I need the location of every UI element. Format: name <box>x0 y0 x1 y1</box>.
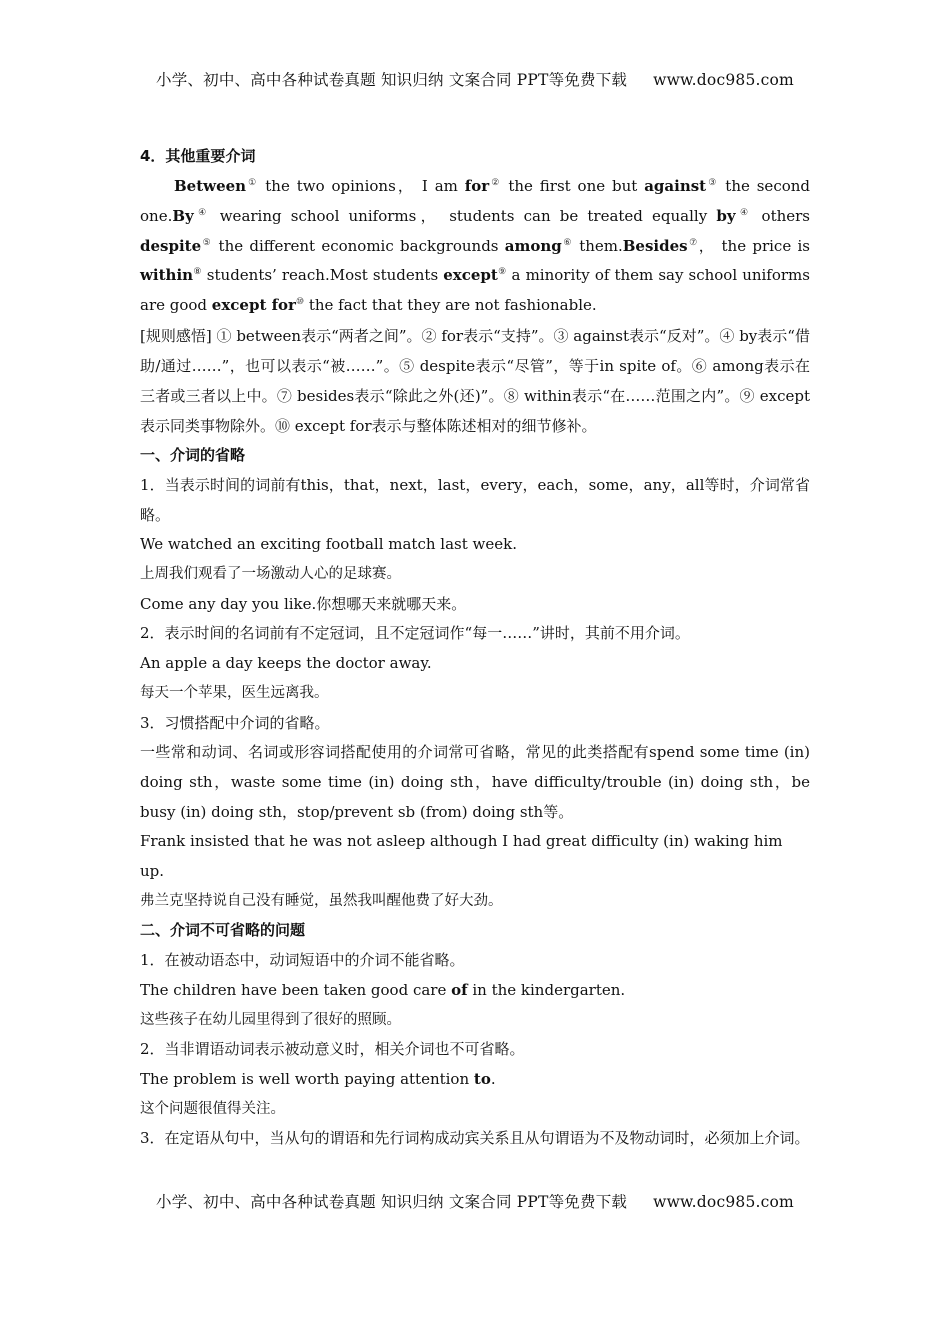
kw-against: against <box>644 176 707 195</box>
b3-rule: 3．在定语从句中，当从句的谓语和先行词构成动宾关系且从句谓语为不及物动词时，必须加上介词。 <box>140 1129 810 1148</box>
kw-for: for <box>464 176 490 195</box>
a1-example-en: We watched an exciting football match last week. <box>140 535 517 554</box>
b1-rule: 1．在被动语态中，动词短语中的介词不能省略。 <box>140 951 465 970</box>
b1-example-en: The children have been taken good care of in the kindergarten. <box>140 980 626 999</box>
header-site: www.doc985.com <box>653 71 794 89</box>
marker: ⑦ <box>687 237 699 248</box>
kw-among: among <box>504 236 562 255</box>
kw-between: Between <box>174 176 247 195</box>
header-text: 小学、初中、高中各种试卷真题 知识归纳 文案合同 PPT等免费下载 <box>156 71 628 89</box>
footer-site: www.doc985.com <box>653 1193 794 1211</box>
kw-despite: despite <box>140 236 202 255</box>
footer-text: 小学、初中、高中各种试卷真题 知识归纳 文案合同 PPT等免费下载 <box>156 1193 628 1211</box>
b2-rule: 2．当非谓语动词表示被动意义时，相关介词也不可省略。 <box>140 1040 525 1059</box>
marker: ⑩ <box>295 297 305 308</box>
b2-example-cn: 这个问题很值得关注。 <box>140 1100 285 1117</box>
marker: ④ <box>735 207 753 218</box>
kw-except: except <box>443 266 498 285</box>
b2-example-en: The problem is well worth paying attention to. <box>140 1070 496 1088</box>
marker: ② <box>489 177 502 188</box>
marker: ⑤ <box>201 237 213 248</box>
kw-by: By <box>172 206 194 225</box>
a1-rule: 1．当表示时间的词前有this，that，next，last，every，each，some，any，all等时，介词常省略。 <box>140 475 810 524</box>
example-paragraph: Between① the two opinions， I am for② the first one but against③ the second one.By④ wearing school uniforms， students can be treated equally by④ others despite⑤ the different economic backgrounds among⑥ them.Besides⑦， the price is within⑧ students’ reach.Most students except⑨ a minority of them say school uniforms are good except for⑩ the fact that they are not fashionable. <box>140 176 811 315</box>
section4-title: 4．其他重要介词 <box>140 147 256 165</box>
marker: ⑧ <box>193 267 202 278</box>
a3-description: 一些常和动词、名词或形容词搭配使用的介词常可省略，常见的此类搭配有spend some time (in) doing sth，waste some time (in) doing sth，have difficulty/trouble (in) doing sth，be busy (in) doing sth，stop/prevent sb (from) doing sth等。 <box>140 743 810 821</box>
a3-rule: 3．习惯搭配中介词的省略。 <box>140 713 330 732</box>
rule-summary: [规则感悟] ① between表示“两者之间”。② for表示“支持”。③ against表示“反对”。④ by表示“借助/通过……”，也可以表示“被……”。⑤ despite表示“尽管”，等于in spite of。⑥ among表示在三者或三者以上中。⑦ besides表示“除此之外(还)”。⑧ within表示“在……范围之内”。⑨ except表示同类事物除外。⑩ except for表示与整体陈述相对的细节修补。 <box>140 327 810 436</box>
marker: ⑥ <box>561 237 573 248</box>
section-b-title: 二、介词不可省略的问题 <box>140 921 306 940</box>
a1-example-2: Come any day you like.你想哪天来就哪天来。 <box>140 594 467 613</box>
page-footer <box>0 1190 950 1212</box>
a1-example-cn: 上周我们观看了一场激动人心的足球赛。 <box>140 566 401 583</box>
b1-example-cn: 这些孩子在幼儿园里得到了很好的照顾。 <box>140 1011 401 1028</box>
kw-of: of <box>451 980 468 999</box>
kw-by: by <box>716 206 736 225</box>
kw-except-for: except for <box>211 296 296 315</box>
a2-rule: 2．表示时间的名词前有不定冠词，且不定冠词作“每一……”讲时，其前不用介词。 <box>140 624 690 643</box>
marker: ⑨ <box>497 267 507 278</box>
marker: ④ <box>193 207 211 218</box>
a2-example-cn: 每天一个苹果，医生远离我。 <box>140 684 329 701</box>
document-body <box>140 142 810 1154</box>
marker: ① <box>246 177 259 188</box>
a2-example-en: An apple a day keeps the doctor away. <box>140 654 432 673</box>
section-a-title: 一、介词的省略 <box>140 446 246 465</box>
kw-within: within <box>140 266 194 285</box>
kw-to: to <box>473 1070 491 1088</box>
a3-example-en: Frank insisted that he was not asleep although I had great difficulty (in) waking him up. <box>140 832 783 881</box>
kw-besides: Besides <box>622 236 688 255</box>
page-header <box>0 68 950 90</box>
marker: ③ <box>706 177 719 188</box>
a3-example-cn: 弗兰克坚持说自己没有睡觉，虽然我叫醒他费了好大劲。 <box>140 892 503 909</box>
